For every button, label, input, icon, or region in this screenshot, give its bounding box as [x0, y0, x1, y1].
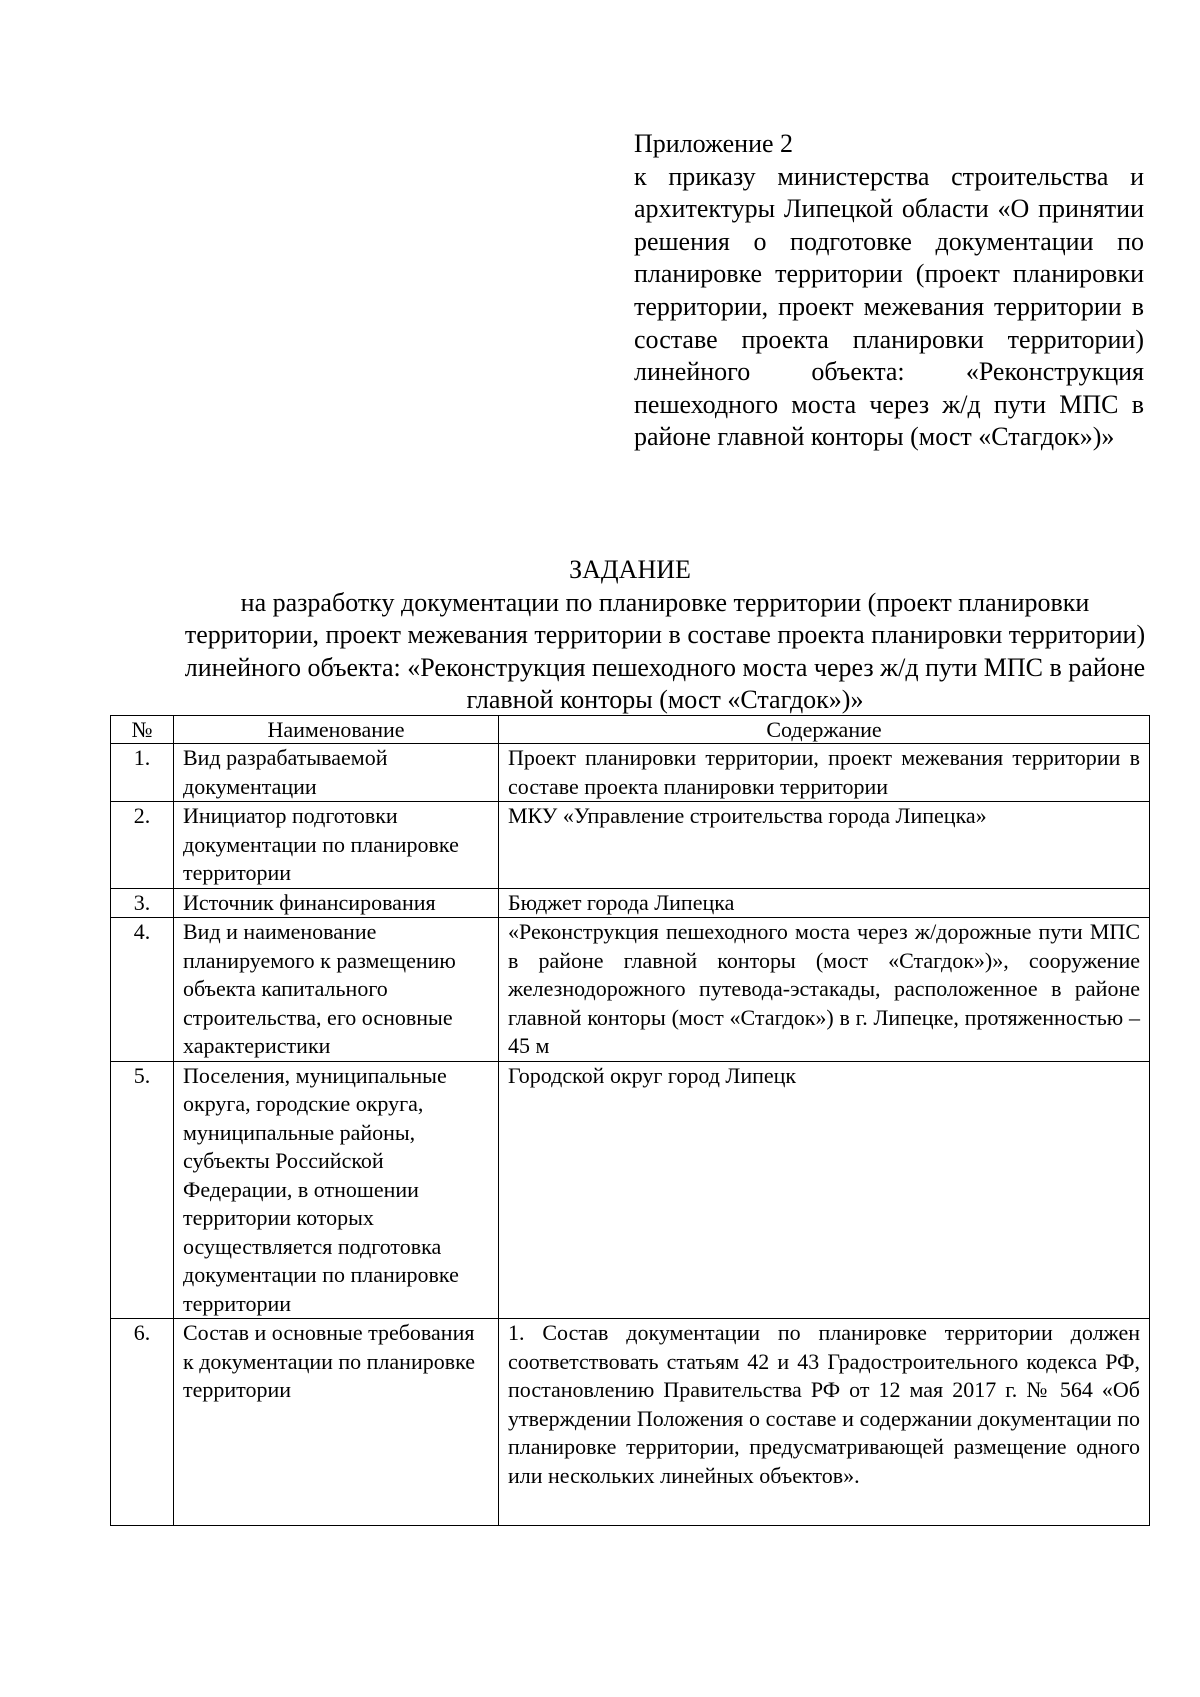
document-heading: [110, 554, 1150, 717]
row-content: Бюджет города Липецка: [499, 888, 1150, 918]
row-content: МКУ «Управление строительства города Липецка»: [499, 802, 1150, 889]
table-row: [111, 1061, 1150, 1319]
document-subtitle: на разработку документации по планировке территории (проект планировки территории, проект межевания территории в составе проекта планировки территории) линейного объекта: «Реконструкция пешеходного моста через ж/д пути МПС в районе главной конторы (мост «Стагдок»)»: [184, 587, 1146, 715]
row-number: 6.: [111, 1319, 174, 1526]
task-table: [110, 715, 1150, 1526]
table-row: [111, 888, 1150, 918]
row-content: Городской округ город Липецк: [499, 1061, 1150, 1319]
row-content: Проект планировки территории, проект межевания территории в составе проекта планировки территории: [499, 744, 1150, 802]
row-name: Вид и наименование планируемого к размещению объекта капитального строительства, его основные характеристики: [174, 918, 499, 1062]
row-name: Источник финансирования: [174, 888, 499, 918]
header-number: №: [111, 716, 174, 744]
row-number: 2.: [111, 802, 174, 889]
header-content: Содержание: [499, 716, 1150, 744]
table-row: [111, 1319, 1150, 1526]
row-name: Инициатор подготовки документации по планировке территории: [174, 802, 499, 889]
row-content: «Реконструкция пешеходного моста через ж/дорожные пути МПС в районе главной конторы (мост «Стагдок»)», сооружение железнодорожного путевода-эстакады, расположенное в районе главной конторы (мост «Стагдок») в г. Липецке, протяженностью – 45 м: [499, 918, 1150, 1062]
row-number: 4.: [111, 918, 174, 1062]
table-header-row: [111, 716, 1150, 744]
appendix-title: Приложение 2: [634, 129, 794, 158]
row-name: Вид разрабатываемой документации: [174, 744, 499, 802]
appendix-text: к приказу министерства строительства и архитектуры Липецкой области «О принятии решения о подготовке документации по планировке территории (проект планировки территории, проект межевания территории в составе проекта планировки территории) линейного объекта: «Реконструкция пешеходного моста через ж/д пути МПС в районе главной конторы (мост «Стагдок»)»: [634, 161, 1144, 452]
table-row: [111, 918, 1150, 1062]
row-number: 5.: [111, 1061, 174, 1319]
row-number: 1.: [111, 744, 174, 802]
table-row: [111, 802, 1150, 889]
row-number: 3.: [111, 888, 174, 918]
row-name: Поселения, муниципальные округа, городские округа, муниципальные районы, субъекты Российской Федерации, в отношении территории которых осуществляется подготовка документации по планировке территории: [174, 1061, 499, 1319]
table-row: [111, 744, 1150, 802]
row-content: 1. Состав документации по планировке территории должен соответствовать статьям 42 и 43 Градостроительного кодекса РФ, постановлению Правительства РФ от 12 мая 2017 г. № 564 «Об утверждении Положения о составе и содержании документации по планировке территории, предусматривающей размещение одного или нескольких линейных объектов».: [499, 1319, 1150, 1526]
header-name: Наименование: [174, 716, 499, 744]
appendix-block: [634, 128, 1144, 454]
document-title: ЗАДАНИЕ: [569, 555, 691, 584]
row-name: Состав и основные требования к документации по планировке территории: [174, 1319, 499, 1526]
